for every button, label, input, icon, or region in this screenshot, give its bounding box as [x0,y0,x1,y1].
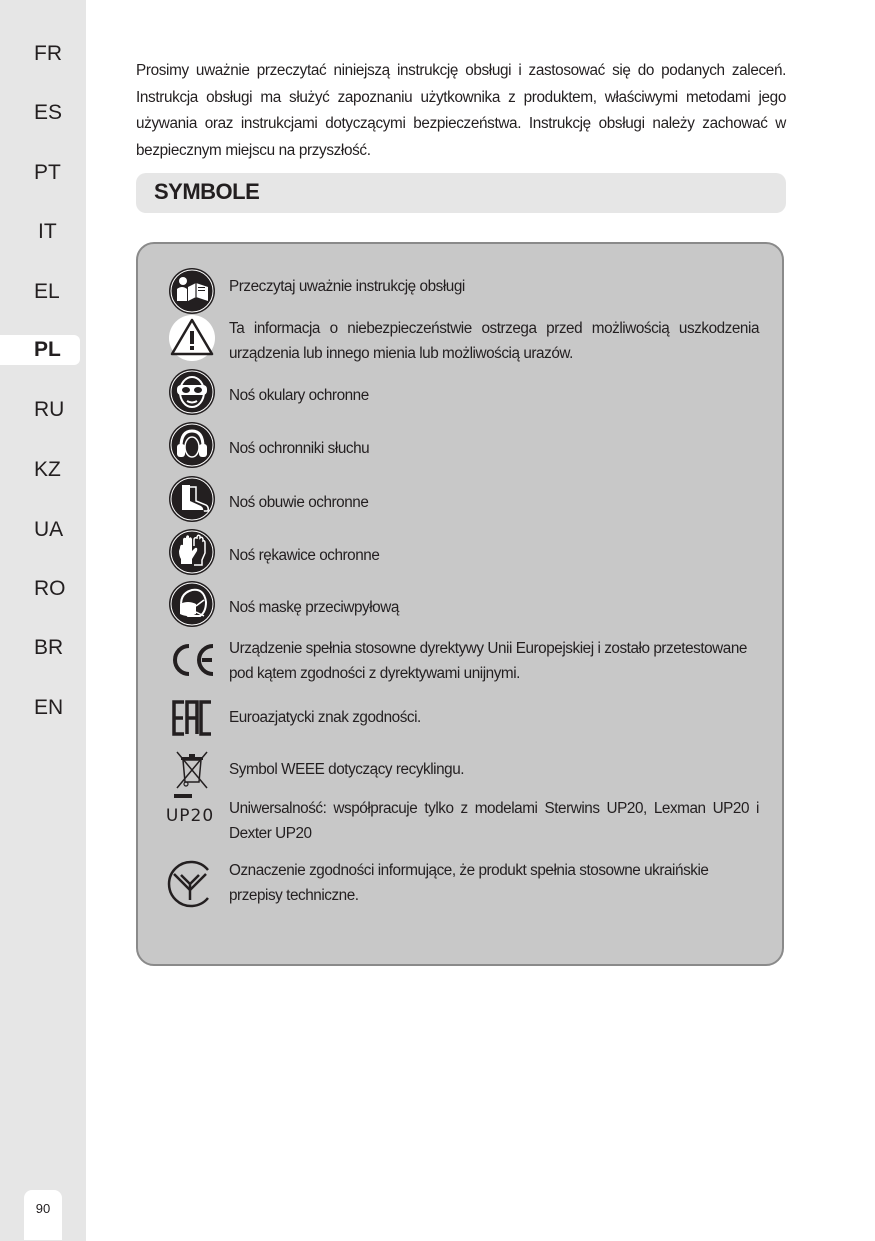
eac-mark-icon [168,694,216,742]
up20-logo-icon: UP20 [158,794,222,832]
ear-protection-icon [168,421,216,469]
lang-tab-pt[interactable]: PT [34,161,61,184]
lang-tab-ua[interactable]: UA [34,518,64,541]
symbol-description: Symbol WEEE dotyczący recyklingu. [229,761,465,778]
lang-tab-en[interactable]: EN [34,696,64,719]
symbol-description: Noś obuwie ochronne [229,494,369,511]
safety-gloves-icon [168,528,216,576]
safety-boots-icon [168,475,216,523]
weee-bin-icon [168,746,216,794]
page-number: 90 [24,1190,62,1240]
symbol-description: Euroazjatycki znak zgodności. [229,709,421,726]
lang-tab-el[interactable]: EL [34,280,60,303]
ce-mark-icon [168,636,216,684]
dust-mask-icon [168,580,216,628]
intro-paragraph: Prosimy uważnie przeczytać niniejszą instrukcję obsługi i zastosować się do podanych zaleceń. Instrukcja obsługi ma służyć zapoznaniu użytkownika z produktem, właściwymi metodami jego używania oraz instrukcjami dotyczącymi bezpieczeństwa. Instrukcję obsługi należy zachować w bezpiecznym miejscu na przyszłość. [136,62,786,159]
ukrainian-conformity-icon [164,858,216,910]
symbol-description: Uniwersalność: współpracuje tylko z modelami Sterwins UP20, Lexman UP20 i Dexter UP20 [229,800,759,842]
lang-tab-es[interactable]: ES [34,101,63,124]
section-header [136,173,786,213]
lang-tab-ru[interactable]: RU [34,398,65,421]
symbol-description: Przeczytaj uważnie instrukcję obsługi [229,278,465,295]
language-sidebar [0,0,86,1241]
symbol-description: Noś rękawice ochronne [229,547,380,564]
symbol-description: Noś maskę przeciwpyłową [229,599,399,616]
warning-triangle-icon [168,314,216,362]
lang-tab-ro[interactable]: RO [34,577,66,600]
lang-tab-kz[interactable]: KZ [34,458,61,481]
symbol-description: Oznaczenie zgodności informujące, że produkt spełnia stosowne ukraińskie przepisy techniczne. [229,862,709,904]
section-title: SYMBOLE [154,179,260,204]
lang-tab-fr[interactable]: FR [34,42,62,65]
lang-tab-it[interactable]: IT [38,220,57,243]
symbol-description: Ta informacja o niebezpieczeństwie ostrzega przed możliwością uszkodzenia urządzenia lub innego mienia lub możliwością urazów. [229,320,759,362]
safety-goggles-icon [168,368,216,416]
read-manual-icon [168,267,216,315]
symbol-description: Noś okulary ochronne [229,387,369,404]
symbols-panel [136,242,784,966]
symbol-description: Noś ochronniki słuchu [229,440,370,457]
lang-tab-pl[interactable]: PL [0,335,80,365]
symbol-description: Urządzenie spełnia stosowne dyrektywy Unii Europejskiej i zostało przetestowane pod kątem zgodności z dyrektywami unijnymi. [229,640,747,682]
lang-tab-br[interactable]: BR [34,636,64,659]
